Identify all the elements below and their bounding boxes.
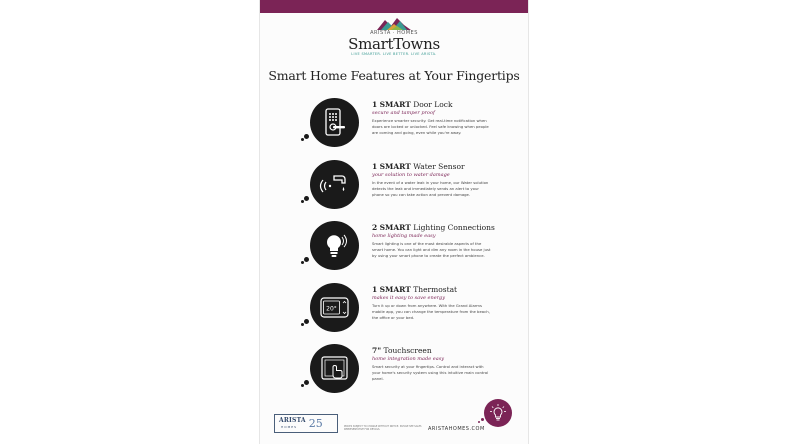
decor-dot bbox=[304, 380, 309, 385]
brand-subline: ARISTA · HOMES bbox=[370, 30, 418, 36]
thermostat-icon bbox=[310, 283, 359, 332]
decor-dot bbox=[304, 196, 309, 201]
logo-name: ARISTA bbox=[279, 416, 306, 424]
feature-door-lock bbox=[300, 98, 520, 158]
disclaimer-text: PRICES SUBJECT TO CHANGE WITHOUT NOTICE. PLEASE SEE SALES REPRESENTATIVE FOR DETAILS. bbox=[344, 425, 422, 431]
feature-title: 1 SMART Thermostat bbox=[372, 285, 458, 294]
feature-icon-circle bbox=[310, 221, 359, 270]
arista-homes-logo bbox=[274, 414, 338, 433]
feature-icon-circle bbox=[310, 344, 359, 393]
door-lock-icon bbox=[310, 98, 359, 147]
feature-text bbox=[372, 285, 492, 321]
website-link[interactable]: ARISTAHOMES.COM bbox=[428, 426, 485, 432]
flyer-page bbox=[259, 0, 529, 444]
smarttowns-logo bbox=[260, 16, 528, 56]
feature-subtitle: home integration made easy bbox=[372, 356, 445, 362]
decor-dot bbox=[301, 261, 304, 264]
feature-title: 1 SMART Door Lock bbox=[372, 100, 453, 109]
feature-icon-circle bbox=[310, 98, 359, 147]
feature-subtitle: home lighting made easy bbox=[372, 233, 436, 239]
decor-dot bbox=[304, 319, 309, 324]
touchscreen-icon bbox=[310, 344, 359, 393]
feature-icon-circle bbox=[310, 160, 359, 209]
idea-bulb-badge bbox=[484, 399, 512, 427]
feature-title: 7" Touchscreen bbox=[372, 346, 432, 355]
feature-text bbox=[372, 223, 495, 259]
light-bulb-icon bbox=[310, 221, 359, 270]
logo-years: 25 bbox=[308, 417, 323, 430]
decor-dot bbox=[301, 138, 304, 141]
feature-touchscreen bbox=[300, 344, 520, 404]
logo-sub: HOMES bbox=[281, 424, 298, 429]
decor-dot bbox=[478, 421, 480, 423]
top-accent-bar bbox=[260, 0, 528, 13]
feature-thermostat bbox=[300, 283, 520, 343]
mountains-logo-icon bbox=[377, 16, 411, 30]
feature-subtitle: secure and tamper proof bbox=[372, 110, 435, 116]
decor-dot bbox=[301, 323, 304, 326]
page-title: Smart Home Features at Your Fingertips bbox=[268, 68, 520, 83]
feature-subtitle: your solution to water damage bbox=[372, 172, 450, 178]
feature-description: Smart security at your fingertips. Control and interact with your home's security system using this intuitive main control panel. bbox=[372, 364, 489, 381]
feature-title: 2 SMART Lighting Connections bbox=[372, 223, 495, 232]
feature-lighting bbox=[300, 221, 520, 281]
brand-tagline: LIVE SMARTER. LIVE BETTER. LIVE ARISTA. bbox=[351, 52, 437, 56]
feature-title: 1 SMART Water Sensor bbox=[372, 162, 465, 171]
decor-dot bbox=[301, 200, 304, 203]
feature-description: In the event of a water leak in your home, our Water solution detects the leak and immediately sends an alert to your phone so you can take action and prevent damage. bbox=[372, 180, 489, 197]
decor-dot bbox=[304, 257, 309, 262]
feature-text bbox=[372, 346, 492, 382]
thermostat-display: 20° bbox=[326, 305, 337, 313]
idea-bulb-icon bbox=[484, 399, 512, 427]
feature-text bbox=[372, 162, 492, 198]
feature-water-sensor bbox=[300, 160, 520, 220]
decor-dot bbox=[301, 384, 304, 387]
water-sensor-icon bbox=[310, 160, 359, 209]
feature-description: Experience smarter security. Get real-time notification when doors are locked or unlocked. Feel safe knowing when people are coming and going, even while you're away. bbox=[372, 118, 489, 135]
brand-name: SmartTowns bbox=[348, 35, 440, 53]
feature-description: Smart lighting is one of the most desirable aspects of the smart home. You can light and dim any room in the house just by using your smart phone to create the perfect ambience. bbox=[372, 241, 491, 258]
feature-icon-circle bbox=[310, 283, 359, 332]
feature-text bbox=[372, 100, 492, 136]
decor-dot bbox=[304, 134, 309, 139]
feature-subtitle: makes it easy to save energy bbox=[372, 295, 446, 301]
feature-description: Turn it up or down from anywhere. With the Grand Alarms mobile app, you can change the temperature from the beach, the office or your bed. bbox=[372, 303, 490, 320]
